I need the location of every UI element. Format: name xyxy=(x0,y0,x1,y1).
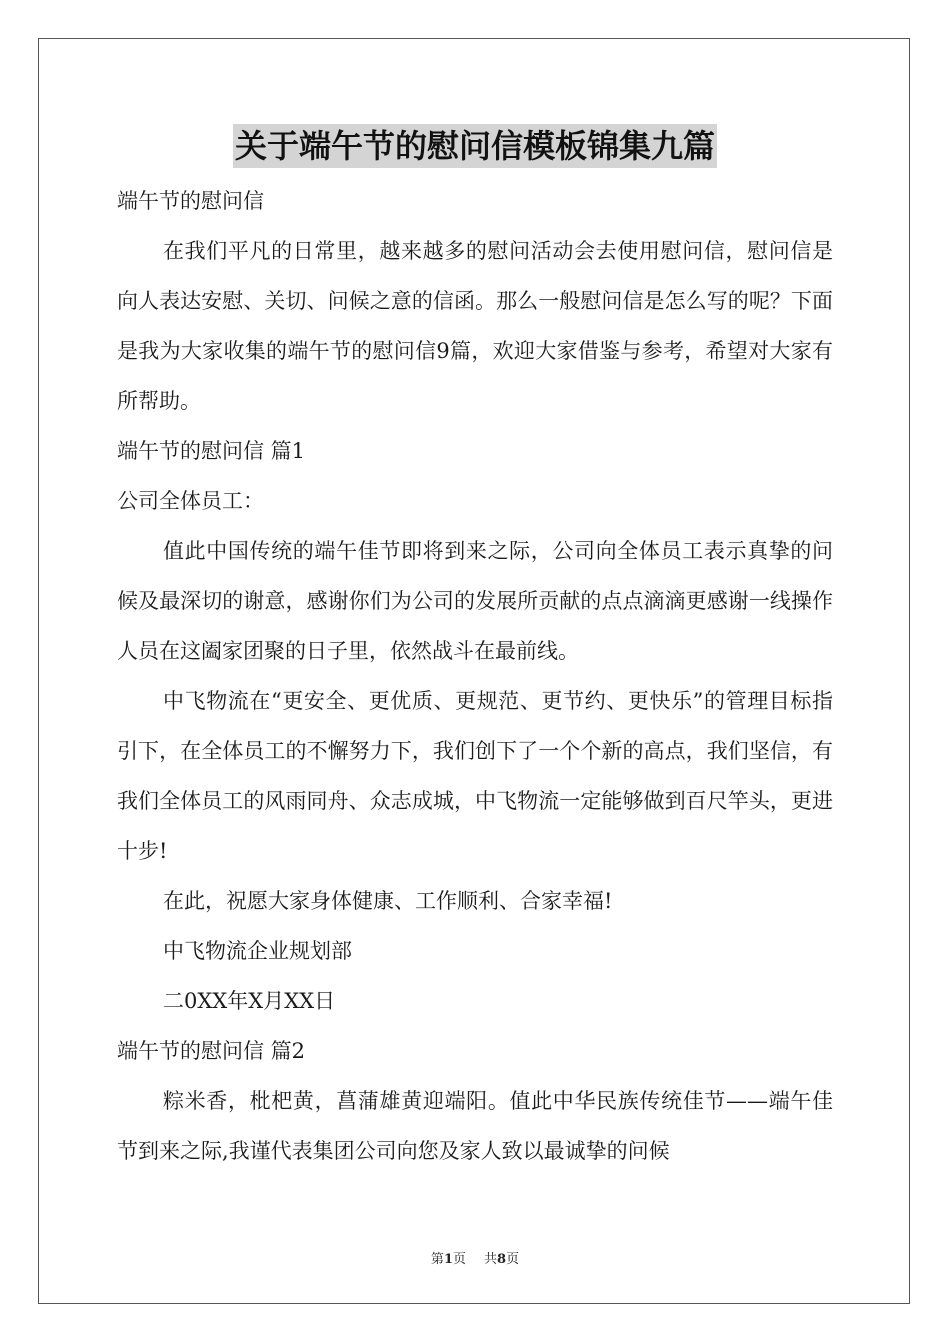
section1-salutation: 公司全体员工： xyxy=(117,489,264,513)
footer-page-number: 1 xyxy=(443,1252,453,1267)
section1-wishes: 在此，祝愿大家身体健康、工作顺利、合家幸福! xyxy=(163,889,613,913)
section1-heading: 端午节的慰问信 篇1 xyxy=(117,439,306,463)
title-container xyxy=(0,124,950,168)
section1-paragraph2: 中飞物流在“更安全、更优质、更规范、更节约、更快乐”的管理目标指引下，在全体员工的不懈努力下，我们创下了一个个新的高点，我们坚信，有我们全体员工的风雨同舟、众志成城，中飞物流一定能够做到百尺竿头，更进十步! xyxy=(117,689,833,863)
section1-signature: 中飞物流企业规划部 xyxy=(163,939,352,963)
footer-total-pages: 8 xyxy=(497,1252,507,1267)
footer-page-prefix: 第 xyxy=(430,1252,444,1267)
footer-total-suffix: 页 xyxy=(506,1252,520,1267)
document-body xyxy=(117,176,833,1176)
section1-date: 二0XX年X月XX日 xyxy=(163,989,336,1013)
document-title: 关于端午节的慰问信模板锦集九篇 xyxy=(233,124,717,168)
footer-total-prefix: 共 xyxy=(484,1252,498,1267)
section1-paragraph1: 值此中国传统的端午佳节即将到来之际，公司向全体员工表示真挚的问候及最深切的谢意，感谢你们为公司的发展所贡献的点点滴滴更感谢一线操作人员在这阖家团聚的日子里，依然战斗在最前线。 xyxy=(117,539,833,663)
section2-heading: 端午节的慰问信 篇2 xyxy=(117,1039,306,1063)
section2-paragraph1: 粽米香，枇杷黄，菖蒲雄黄迎端阳。值此中华民族传统佳节——端午佳节到来之际,我谨代表集团公司向您及家人致以最诚挚的问候 xyxy=(117,1089,833,1163)
intro-paragraph: 在我们平凡的日常里，越来越多的慰问活动会去使用慰问信，慰问信是向人表达安慰、关切、问候之意的信函。那么一般慰问信是怎么写的呢？下面是我为大家收集的端午节的慰问信9篇，欢迎大家借鉴与参考，希望对大家有所帮助。 xyxy=(117,239,833,413)
page-footer xyxy=(0,1248,950,1267)
intro-heading: 端午节的慰问信 xyxy=(117,189,264,213)
footer-page-suffix: 页 xyxy=(452,1252,466,1267)
